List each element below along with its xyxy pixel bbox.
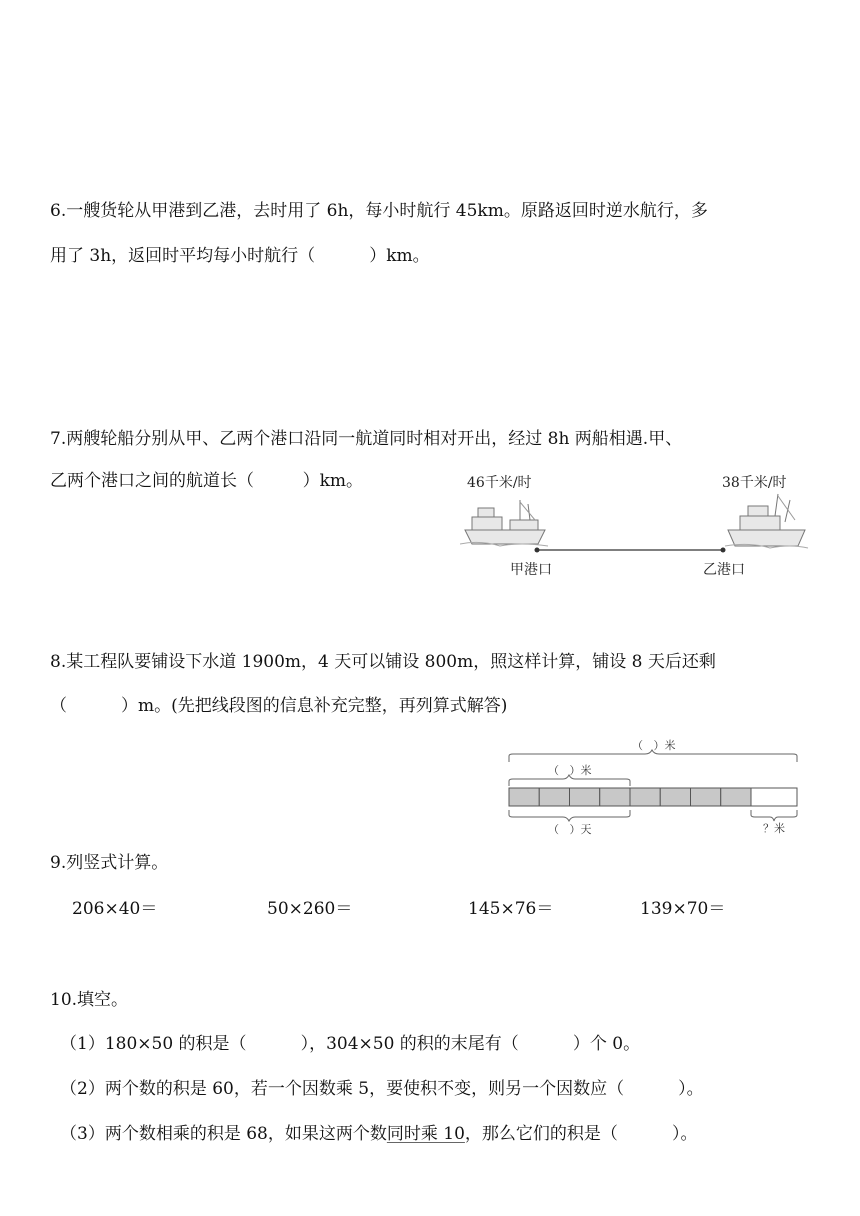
segment-3 bbox=[570, 788, 600, 806]
total-length-label: （ ）米 bbox=[632, 739, 676, 752]
q10-item2: （2）两个数的积是 60，若一个因数乘 5，要使积不变，则另一个因数应（ ）。 bbox=[60, 1079, 704, 1099]
left-port-label: 甲港口 bbox=[510, 562, 552, 578]
four-days-length-label: （ ）米 bbox=[548, 764, 592, 777]
ships-figure bbox=[460, 492, 810, 562]
segment-8 bbox=[721, 788, 751, 806]
q9-problem-2: 50×260＝ bbox=[267, 899, 353, 919]
left-speed-label: 46千米/时 bbox=[467, 475, 532, 491]
q9-problem-1: 206×40＝ bbox=[72, 899, 158, 919]
segment-5 bbox=[630, 788, 660, 806]
left-port-dot bbox=[535, 548, 540, 553]
q9-problem-3: 145×76＝ bbox=[468, 899, 554, 919]
segment-4 bbox=[600, 788, 630, 806]
total-brace bbox=[509, 750, 797, 762]
segment-remaining bbox=[751, 788, 797, 806]
q10-item3-underlined: 同时乘 10 bbox=[386, 1124, 465, 1144]
q10-item1: （1）180×50 的积是（ ），304×50 的积的末尾有（ ）个 0。 bbox=[60, 1034, 641, 1054]
q10-item3 bbox=[60, 1123, 697, 1145]
q10-item3-pre: （3）两个数相乘的积是 68，如果这两个数 bbox=[60, 1124, 387, 1144]
remaining-label: ？米 bbox=[763, 822, 785, 835]
segment-7 bbox=[691, 788, 721, 806]
days-label: （ ）天 bbox=[548, 823, 592, 836]
q8-line1: 8.某工程队要铺设下水道 1900m，4 天可以铺设 800m，照这样计算，铺设 8 天后还剩 bbox=[50, 652, 716, 672]
four-days-brace bbox=[509, 775, 630, 786]
q7-line1: 7.两艘轮船分别从甲、乙两个港口沿同一航道同时相对开出，经过 8h 两船相遇.甲、 bbox=[50, 429, 683, 449]
q10-title: 10.填空。 bbox=[50, 990, 129, 1010]
q7-line2: 乙两个港口之间的航道长（ ）km。 bbox=[50, 471, 364, 491]
days-brace bbox=[509, 810, 630, 821]
segment-2 bbox=[539, 788, 569, 806]
q8-line2: （ ）m。(先把线段图的信息补充完整，再列算式解答) bbox=[50, 696, 508, 716]
right-ship-icon bbox=[725, 494, 808, 548]
segment-6 bbox=[660, 788, 690, 806]
q6-line1: 6.一艘货轮从甲港到乙港，去时用了 6h，每小时航行 45km。原路返回时逆水航行，多 bbox=[50, 201, 708, 221]
q10-item3-post: ，那么它们的积是（ ）。 bbox=[464, 1124, 698, 1144]
right-port-label: 乙港口 bbox=[703, 562, 745, 578]
segment-1 bbox=[509, 788, 539, 806]
right-port-dot bbox=[721, 548, 726, 553]
q9-title: 9.列竖式计算。 bbox=[50, 853, 169, 873]
left-ship-icon bbox=[460, 500, 548, 546]
q9-problem-4: 139×70＝ bbox=[640, 899, 726, 919]
q6-line2: 用了 3h，返回时平均每小时航行（ ）km。 bbox=[50, 246, 430, 266]
right-speed-label: 38千米/时 bbox=[722, 475, 787, 491]
